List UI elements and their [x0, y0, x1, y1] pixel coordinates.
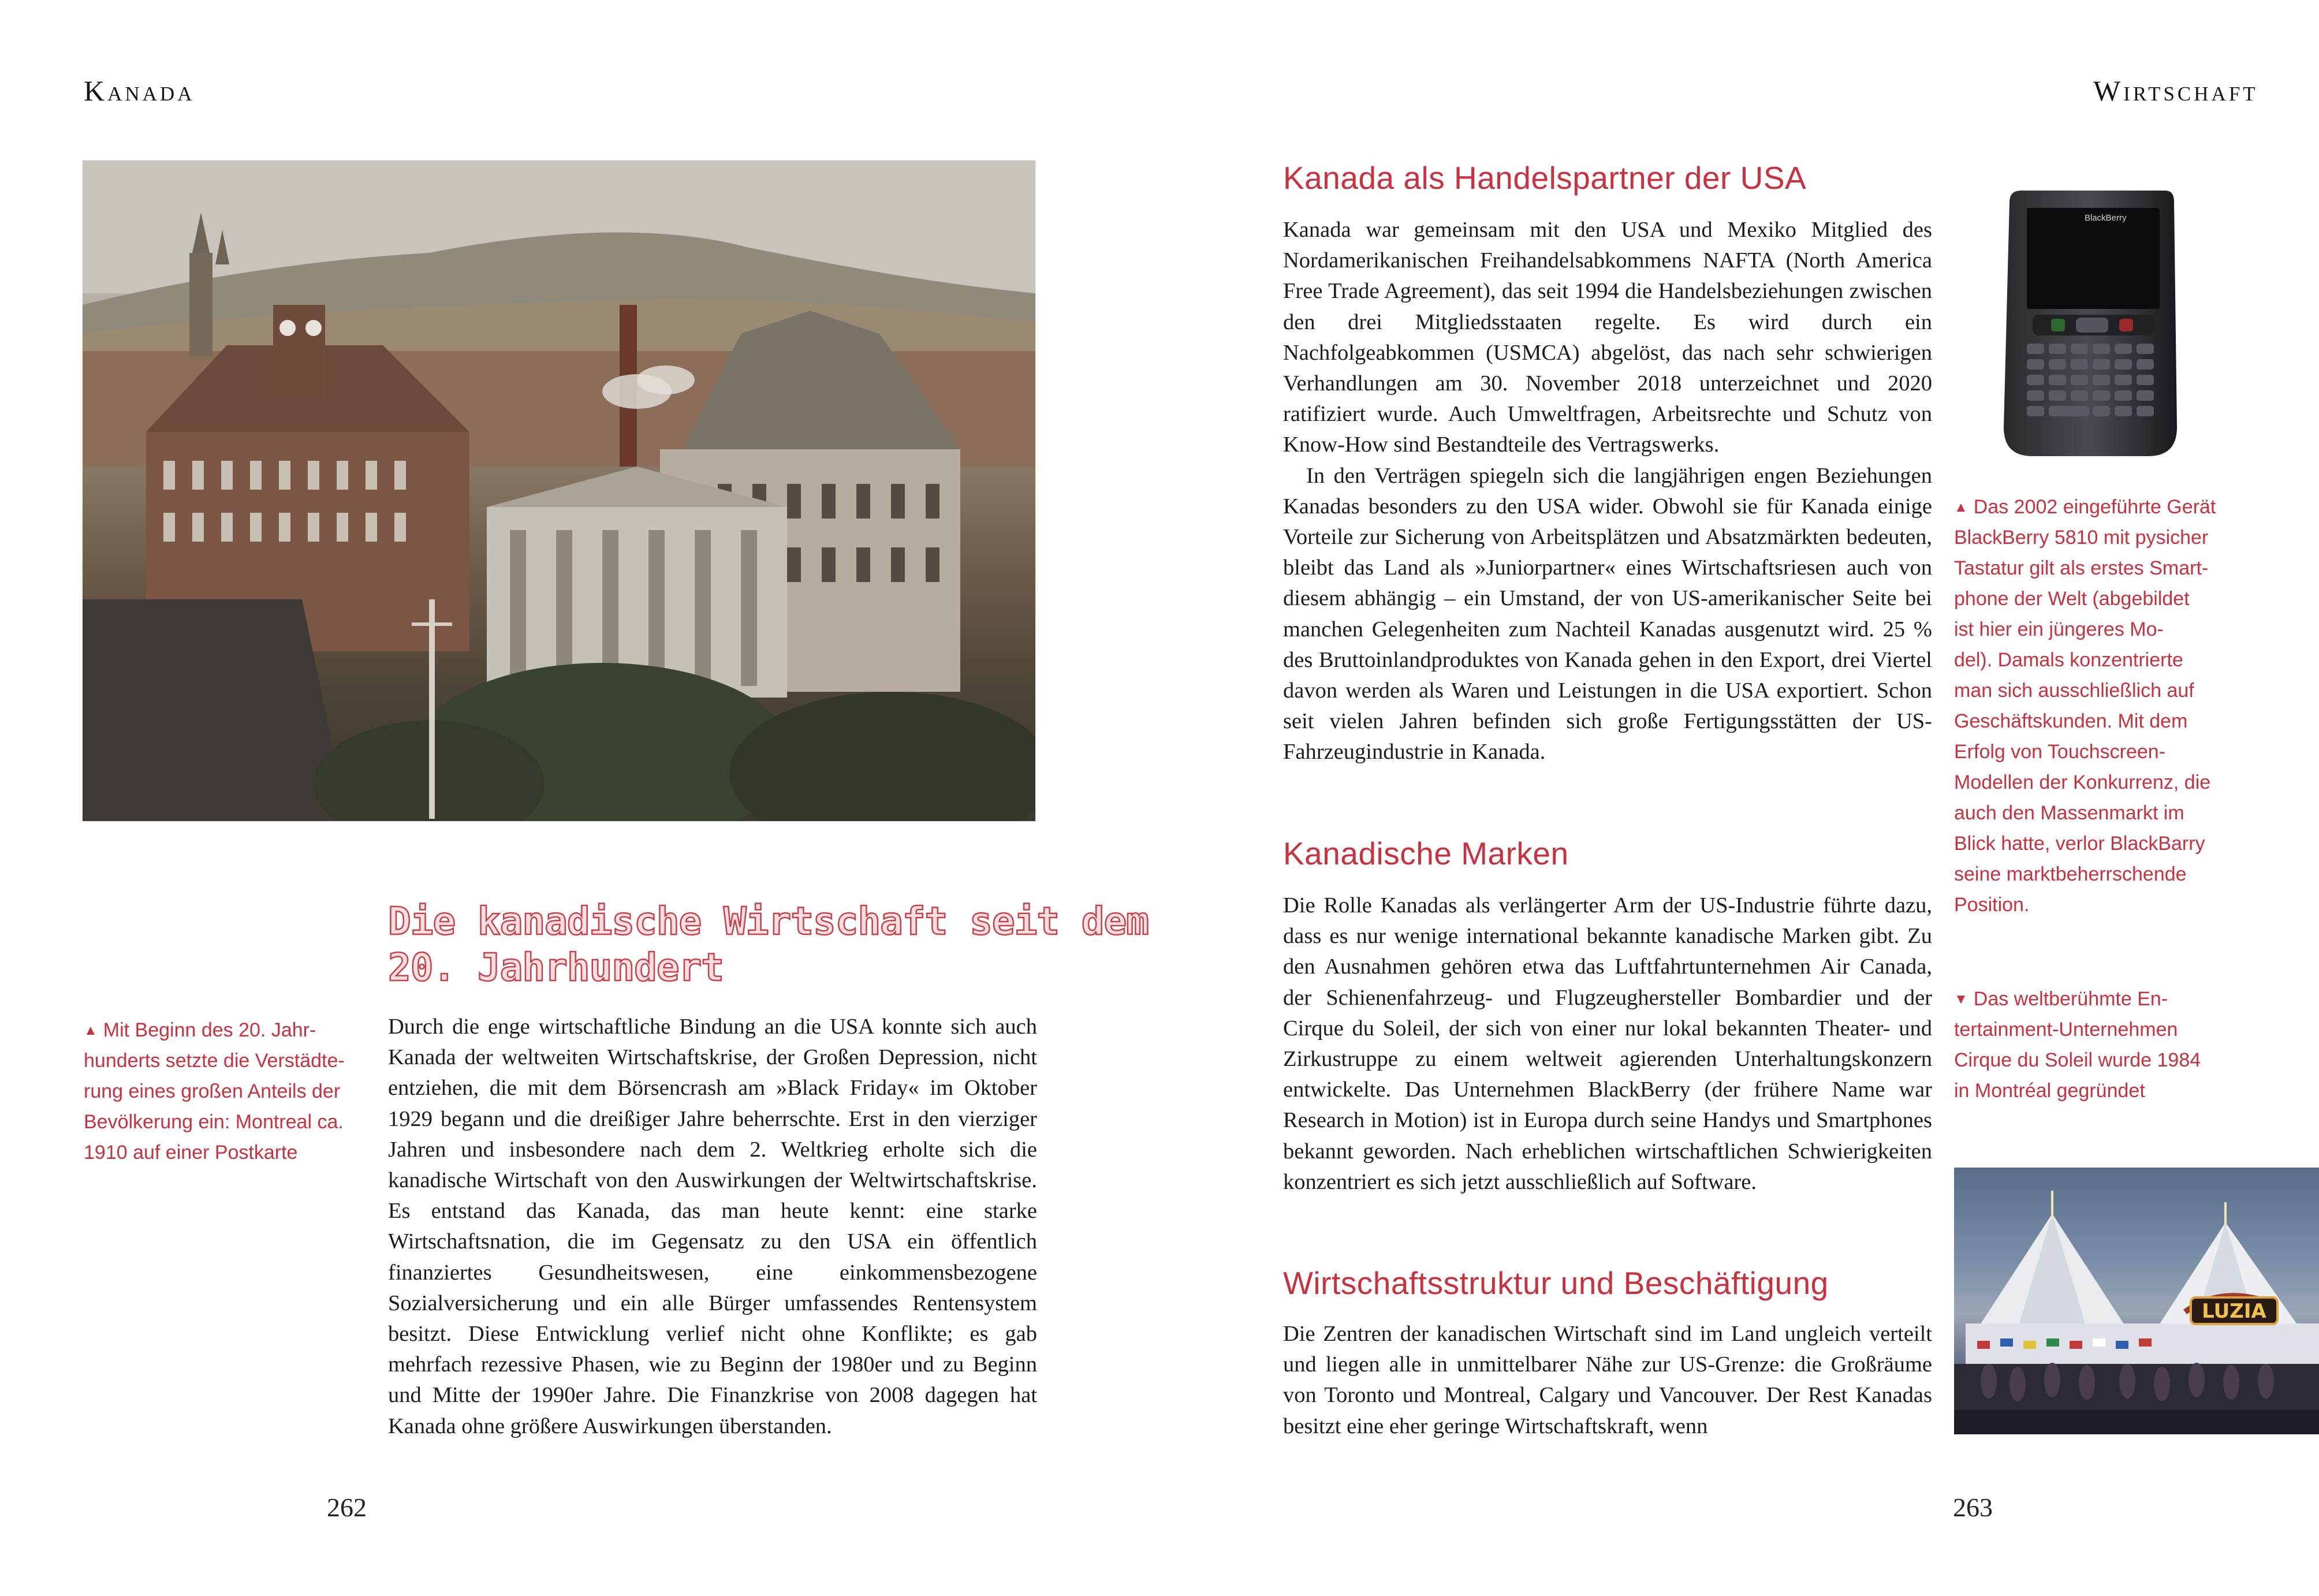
- chapter-heading: [388, 898, 1149, 991]
- paragraph: Die Zentren der kanadischen Wirtschaft sind im Land ungleich verteilt und liegen alle in unmittelbarer Nähe zur US-Grenze: die Großräume von Toronto und Montreal, Calgary und Vancouver. Der Rest Kanadas besitzt eine eher geringe Wirtschaftskraft, wenn: [1283, 1322, 1932, 1438]
- section-trade-text: [1283, 215, 1932, 768]
- section-heading-structure: Wirtschaftsstruktur und Beschäftigung: [1283, 1265, 1829, 1301]
- cirque-du-soleil-photo: [1954, 1168, 2319, 1434]
- chapter-heading-line2: 20. Jahrhundert: [388, 945, 724, 990]
- section-brands-text: [1283, 890, 1932, 1198]
- running-head-right: Wirtschaft: [2093, 74, 2258, 107]
- left-body-text: [388, 1012, 1037, 1442]
- paragraph: Durch die enge wirtschaftliche Bindung an die USA konnte sich auch Kanada der weltweiten Wirtschaftskrise, der Großen Depression, nicht entziehen, die mit dem Börsencrash am »Black Friday« im Oktober 1929 begann und die dreißiger Jahre beherrschte. Erst in den vierziger Jahren und insbesondere nach dem 2. Weltkrieg erholte sich die kanadische Wirtschaft von den Auswirkungen der Weltwirtschaftskrise. Es entstand das Kanada, das man heute kennt: eine starke Wirtschaftsnation, die im Gegensatz zu den USA ein öffentlich finanziertes Gesundheitswesen, eine einkommensbezogene Sozialversicherung und ein alle Bürger umfassendes Rentensystem besitzt. Diese Entwicklung verlief nicht ohne Konflikte; es gab mehrfach rezessive Phasen, wie zu Beginn der 1980er und zu Beginn und Mitte der 1990er Jahre. Die Finanzkrise von 2008 dagegen hat Kanada ohne größere Auswirkungen überstanden.: [388, 1015, 1037, 1438]
- triangle-down-icon: ▼: [1954, 991, 1968, 1007]
- phone-brand-label: BlackBerry: [2085, 213, 2127, 223]
- triangle-up-icon: ▲: [84, 1023, 98, 1038]
- triangle-up-icon: ▲: [1954, 499, 1968, 515]
- paragraph: Kanada war gemeinsam mit den USA und Mexiko Mitglied des Nordamerikanischen Freihandelsabkommens NAFTA (North America Free Trade Agreement), das seit 1994 die Handelsbeziehungen zwischen den drei Mitgliedsstaaten regelte. Es wird durch ein Nachfolgeabkommen (USMCA) abgelöst, das nach sehr schwierigen Verhandlungen am 30. November 2018 unterzeichnet und 2020 ratifiziert wurde. Auch Umweltfragen, Arbeitsrechte und Schutz von Know-How sind Bestandteile des Vertragswerks.: [1283, 218, 1932, 457]
- section-structure-text: [1283, 1319, 1932, 1442]
- caption-cirque: ▼ Das weltberühmte En- tertainment-Unternehmen Cirque du Soleil wurde 1984 in Montréal gegründet: [1954, 988, 2201, 1102]
- blackberry-phone-photo: [1998, 185, 2183, 462]
- circus-sign-label: LUZIA: [2202, 1300, 2266, 1323]
- page-number-left: 262: [327, 1493, 367, 1522]
- section-heading-trade: Kanada als Handelspartner der USA: [1283, 160, 1807, 196]
- section-heading-brands: Kanadische Marken: [1283, 836, 1569, 871]
- paragraph: Die Rolle Kanadas als verlängerter Arm der US-Industrie führte dazu, dass es nur wenige international bekannte kanadische Marken gibt. Zu den Ausnahmen gehören etwa das Luftfahrtunternehmen Air Canada, der Schienenfahrzeug- und Flugzeughersteller Bombardier und der Cirque du Soleil, der sich von einer nur lokal bekannten Theater- und Zirkustruppe zu einem weltweit agierenden Unterhaltungskonzern entwickelte. Das Unternehmen BlackBerry (der frühere Name war Research in Motion) ist in Europa durch seine Handys und Smartphones bekannt geworden. Nach erheblichen wirtschaftlichen Schwierigkeiten konzentriert es sich jetzt ausschließlich auf Software.: [1283, 893, 1932, 1194]
- page-number-right: 263: [1953, 1493, 1993, 1522]
- chapter-heading-line1: Die kanadische Wirtschaft seit dem: [388, 899, 1149, 944]
- caption-blackberry: ▲ Das 2002 eingeführte Gerät BlackBerry 5810 mit pysicher Tastatur gilt als erstes Smart- phone der Welt (abgebildet ist hier ein jüngeres Mo- del). Damals konzentrierte man sich ausschließlich auf Geschäftskunden. Mit dem Erfolg von Touchscreen- Modellen der Konkurrenz, die auch den Massenmarkt im Blick hatte, verlor BlackBarry seine marktbeherrschende Position.: [1954, 496, 2216, 916]
- montreal-postcard-photo: [83, 161, 1035, 821]
- running-head-left: Kanada: [84, 74, 195, 107]
- paragraph: In den Verträgen spiegeln sich die langjährigen engen Beziehungen Kanadas besonders zu den USA wider. Obwohl sie für Kanada einige Vorteile zur Sicherung von Arbeitsplätzen und Absatzmärkten bedeuten, bleibt das Land als »Juniorpartner« eines Wirtschaftsriesen auch von diesem abhängig – ein Umstand, der von US-amerikanischer Seite bei manchen Gelegenheiten zum Nachteil Kanadas ausgenutzt wird. 25 % des Bruttoinlandproduktes von Kanada gehen in den Export, drei Viertel davon werden als Waren und Leistungen in die USA exportiert. Schon seit vielen Jahren befinden sich große Fertigungsstätten der US-Fahrzeugindustrie in Kanada.: [1283, 463, 1932, 765]
- caption-montreal: ▲ Mit Beginn des 20. Jahr- hunderts setzte die Verstädte- rung eines großen Anteils der Bevölkerung ein: Montreal ca. 1910 auf einer Postkarte: [84, 1019, 345, 1164]
